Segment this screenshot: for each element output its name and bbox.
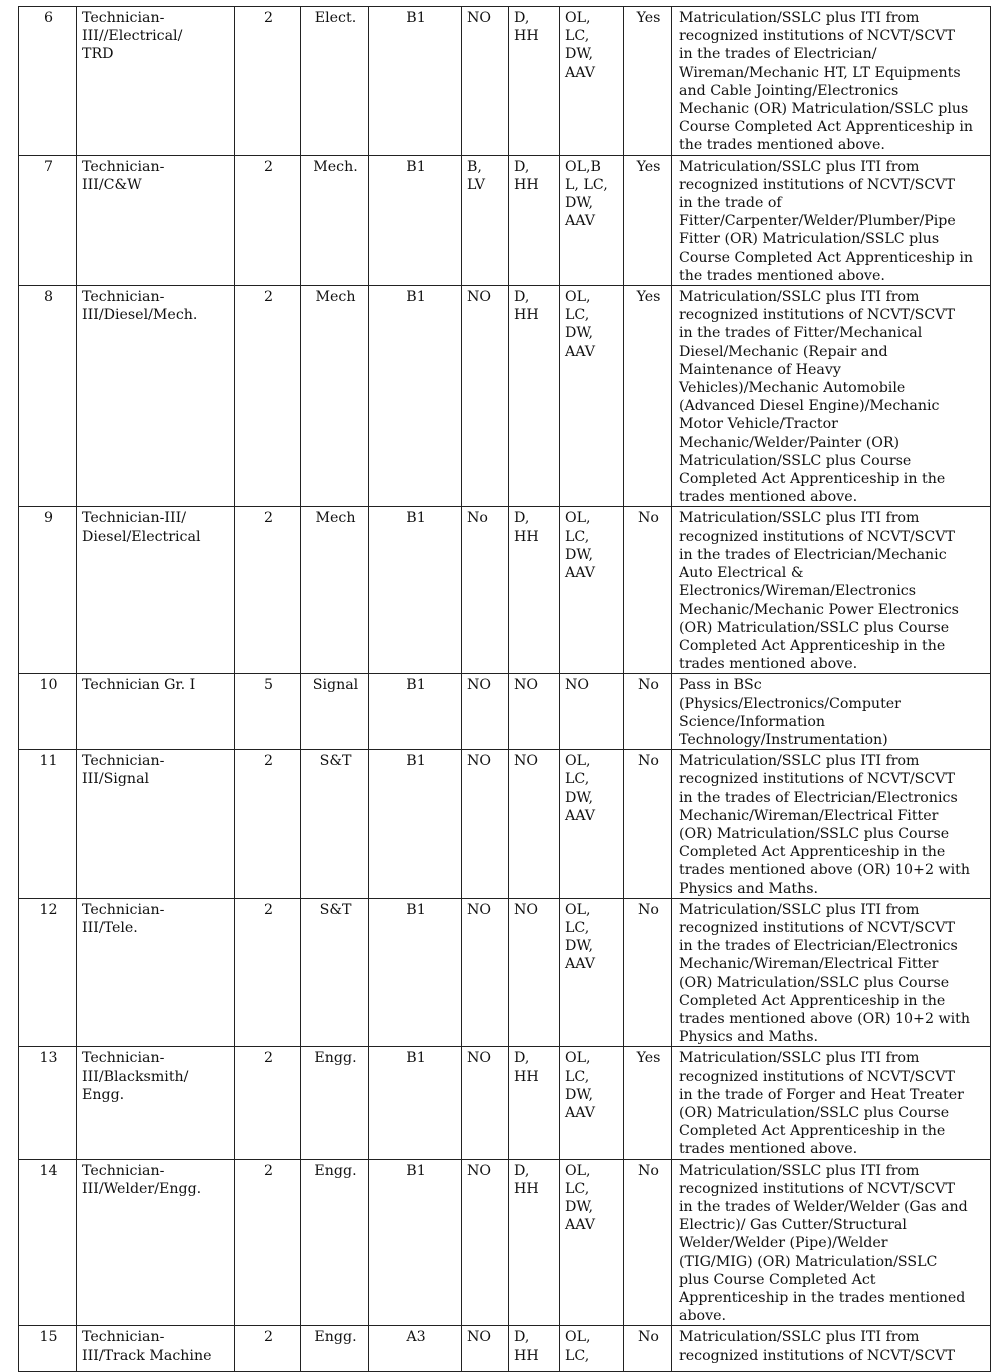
table-row [19,1326,991,1372]
table-row [19,155,991,285]
level-cell: B1 [369,7,462,156]
col6-cell: NO [462,7,509,156]
table-row [19,674,991,750]
table-row [19,1047,991,1159]
vacancies-cell: 2 [235,286,301,507]
post-name-cell: Technician-III/ Diesel/Electrical [77,507,235,674]
vacancies-cell: 5 [235,674,301,750]
table-row [19,7,991,156]
post-name-cell: Technician- III//Electrical/ TRD [77,7,235,156]
col7-cell: D, HH [509,507,560,674]
col6-cell: NO [462,1159,509,1326]
col7-cell: NO [509,898,560,1047]
department-cell: S&T [301,750,369,899]
col7-cell: D, HH [509,1047,560,1159]
table-row [19,507,991,674]
qualification-cell: Matriculation/SSLC plus ITI from recognized institutions of NCVT/SCVT in the trade of Fitter/Carpenter/Welder/Plumber/Pipe Fitter (OR) Matriculation/SSLC plus Course Completed Act Apprenticeship in the trades mentioned above. [672,155,991,285]
table-body [19,7,991,1372]
sno-cell: 9 [19,507,77,674]
col9-cell: No [624,750,672,899]
level-cell: B1 [369,155,462,285]
col7-cell: D, HH [509,1159,560,1326]
table-row [19,1159,991,1326]
post-name-cell: Technician- III/Tele. [77,898,235,1047]
post-name-cell: Technician- III/Blacksmith/ Engg. [77,1047,235,1159]
qualification-cell: Matriculation/SSLC plus ITI from recognized institutions of NCVT/SCVT in the trades of Electrician/Electronics Mechanic/Wireman/Electrical Fitter (OR) Matriculation/SSLC plus Course Completed Act Apprenticeship in the trades mentioned above (OR) 10+2 with Physics and Maths. [672,750,991,899]
col9-cell: Yes [624,286,672,507]
col7-cell: D, HH [509,7,560,156]
vacancies-cell: 2 [235,750,301,899]
col7-cell: NO [509,674,560,750]
table-row [19,898,991,1047]
vacancies-cell: 2 [235,898,301,1047]
level-cell: B1 [369,286,462,507]
col8-cell: OL, LC, DW, AAV [560,7,624,156]
department-cell: Engg. [301,1326,369,1372]
level-cell: B1 [369,507,462,674]
col6-cell: No [462,507,509,674]
qualification-cell: Matriculation/SSLC plus ITI from recognized institutions of NCVT/SCVT in the trades of Electrician/ Wireman/Mechanic HT, LT Equipments and Cable Jointing/Electronics Mechanic (OR) Matriculation/SSLC plus Course Completed Act Apprenticeship in the trades mentioned above. [672,7,991,156]
vacancies-cell: 2 [235,1159,301,1326]
document-page [18,6,990,1372]
post-name-cell: Technician- III/C&W [77,155,235,285]
table-row [19,750,991,899]
sno-cell: 10 [19,674,77,750]
department-cell: Mech [301,286,369,507]
col9-cell: No [624,507,672,674]
department-cell: Elect. [301,7,369,156]
sno-cell: 12 [19,898,77,1047]
level-cell: B1 [369,750,462,899]
department-cell: Signal [301,674,369,750]
level-cell: B1 [369,674,462,750]
col9-cell: No [624,898,672,1047]
col7-cell: D, HH [509,155,560,285]
col6-cell: NO [462,898,509,1047]
qualification-cell: Matriculation/SSLC plus ITI from recognized institutions of NCVT/SCVT in the trades of Electrician/Electronics Mechanic/Wireman/Electrical Fitter (OR) Matriculation/SSLC plus Course Completed Act Apprenticeship in the trades mentioned above (OR) 10+2 with Physics and Maths. [672,898,991,1047]
col9-cell: No [624,674,672,750]
col8-cell: OL, LC, DW, AAV [560,507,624,674]
col8-cell: OL, LC, DW, AAV [560,1047,624,1159]
level-cell: B1 [369,898,462,1047]
post-name-cell: Technician- III/Track Machine [77,1326,235,1372]
vacancies-cell: 2 [235,155,301,285]
level-cell: B1 [369,1159,462,1326]
col6-cell: NO [462,674,509,750]
table-row [19,286,991,507]
post-name-cell: Technician Gr. I [77,674,235,750]
col6-cell: NO [462,1047,509,1159]
qualification-cell: Pass in BSc (Physics/Electronics/Computer Science/Information Technology/Instrumentation) [672,674,991,750]
col8-cell: OL,B L, LC, DW, AAV [560,155,624,285]
col8-cell: OL, LC, DW, AAV [560,898,624,1047]
col9-cell: Yes [624,155,672,285]
col9-cell: No [624,1326,672,1372]
department-cell: Mech [301,507,369,674]
department-cell: Mech. [301,155,369,285]
post-name-cell: Technician- III/Signal [77,750,235,899]
col7-cell: D, HH [509,1326,560,1372]
col8-cell: NO [560,674,624,750]
sno-cell: 7 [19,155,77,285]
vacancies-cell: 2 [235,507,301,674]
department-cell: Engg. [301,1047,369,1159]
qualification-cell: Matriculation/SSLC plus ITI from recognized institutions of NCVT/SCVT in the trade of Forger and Heat Treater (OR) Matriculation/SSLC plus Course Completed Act Apprenticeship in the trades mentioned above. [672,1047,991,1159]
col8-cell: OL, LC, DW, AAV [560,750,624,899]
qualification-cell: Matriculation/SSLC plus ITI from recognized institutions of NCVT/SCVT in the trades of Electrician/Mechanic Auto Electrical & Electronics/Wireman/Electronics Mechanic/Mechanic Power Electronics (OR) Matriculation/SSLC plus Course Completed Act Apprenticeship in the trades mentioned above. [672,507,991,674]
department-cell: Engg. [301,1159,369,1326]
vacancies-cell: 2 [235,1047,301,1159]
qualification-cell: Matriculation/SSLC plus ITI from recognized institutions of NCVT/SCVT in the trades of Fitter/Mechanical Diesel/Mechanic (Repair and Maintenance of Heavy Vehicles)/Mechanic Automobile (Advanced Diesel Engine)/Mechanic Motor Vehicle/Tractor Mechanic/Welder/Painter (OR) Matriculation/SSLC plus Course Completed Act Apprenticeship in the trades mentioned above. [672,286,991,507]
sno-cell: 13 [19,1047,77,1159]
sno-cell: 6 [19,7,77,156]
col6-cell: NO [462,1326,509,1372]
vacancies-cell: 2 [235,7,301,156]
col8-cell: OL, LC, DW, AAV [560,286,624,507]
col6-cell: NO [462,286,509,507]
col6-cell: B, LV [462,155,509,285]
col7-cell: D, HH [509,286,560,507]
sno-cell: 14 [19,1159,77,1326]
col6-cell: NO [462,750,509,899]
sno-cell: 8 [19,286,77,507]
col9-cell: Yes [624,1047,672,1159]
col7-cell: NO [509,750,560,899]
col8-cell: OL, LC, [560,1326,624,1372]
sno-cell: 11 [19,750,77,899]
qualification-cell: Matriculation/SSLC plus ITI from recognized institutions of NCVT/SCVT [672,1326,991,1372]
qualification-cell: Matriculation/SSLC plus ITI from recognized institutions of NCVT/SCVT in the trades of Welder/Welder (Gas and Electric)/ Gas Cutter/Structural Welder/Welder (Pipe)/Welder (TIG/MIG) (OR) Matriculation/SSLC plus Course Completed Act Apprenticeship in the trades mentioned above. [672,1159,991,1326]
col9-cell: Yes [624,7,672,156]
post-name-cell: Technician- III/Diesel/Mech. [77,286,235,507]
col8-cell: OL, LC, DW, AAV [560,1159,624,1326]
level-cell: A3 [369,1326,462,1372]
vacancies-cell: 2 [235,1326,301,1372]
department-cell: S&T [301,898,369,1047]
post-name-cell: Technician- III/Welder/Engg. [77,1159,235,1326]
sno-cell: 15 [19,1326,77,1372]
recruitment-table [18,6,991,1372]
col9-cell: No [624,1159,672,1326]
level-cell: B1 [369,1047,462,1159]
